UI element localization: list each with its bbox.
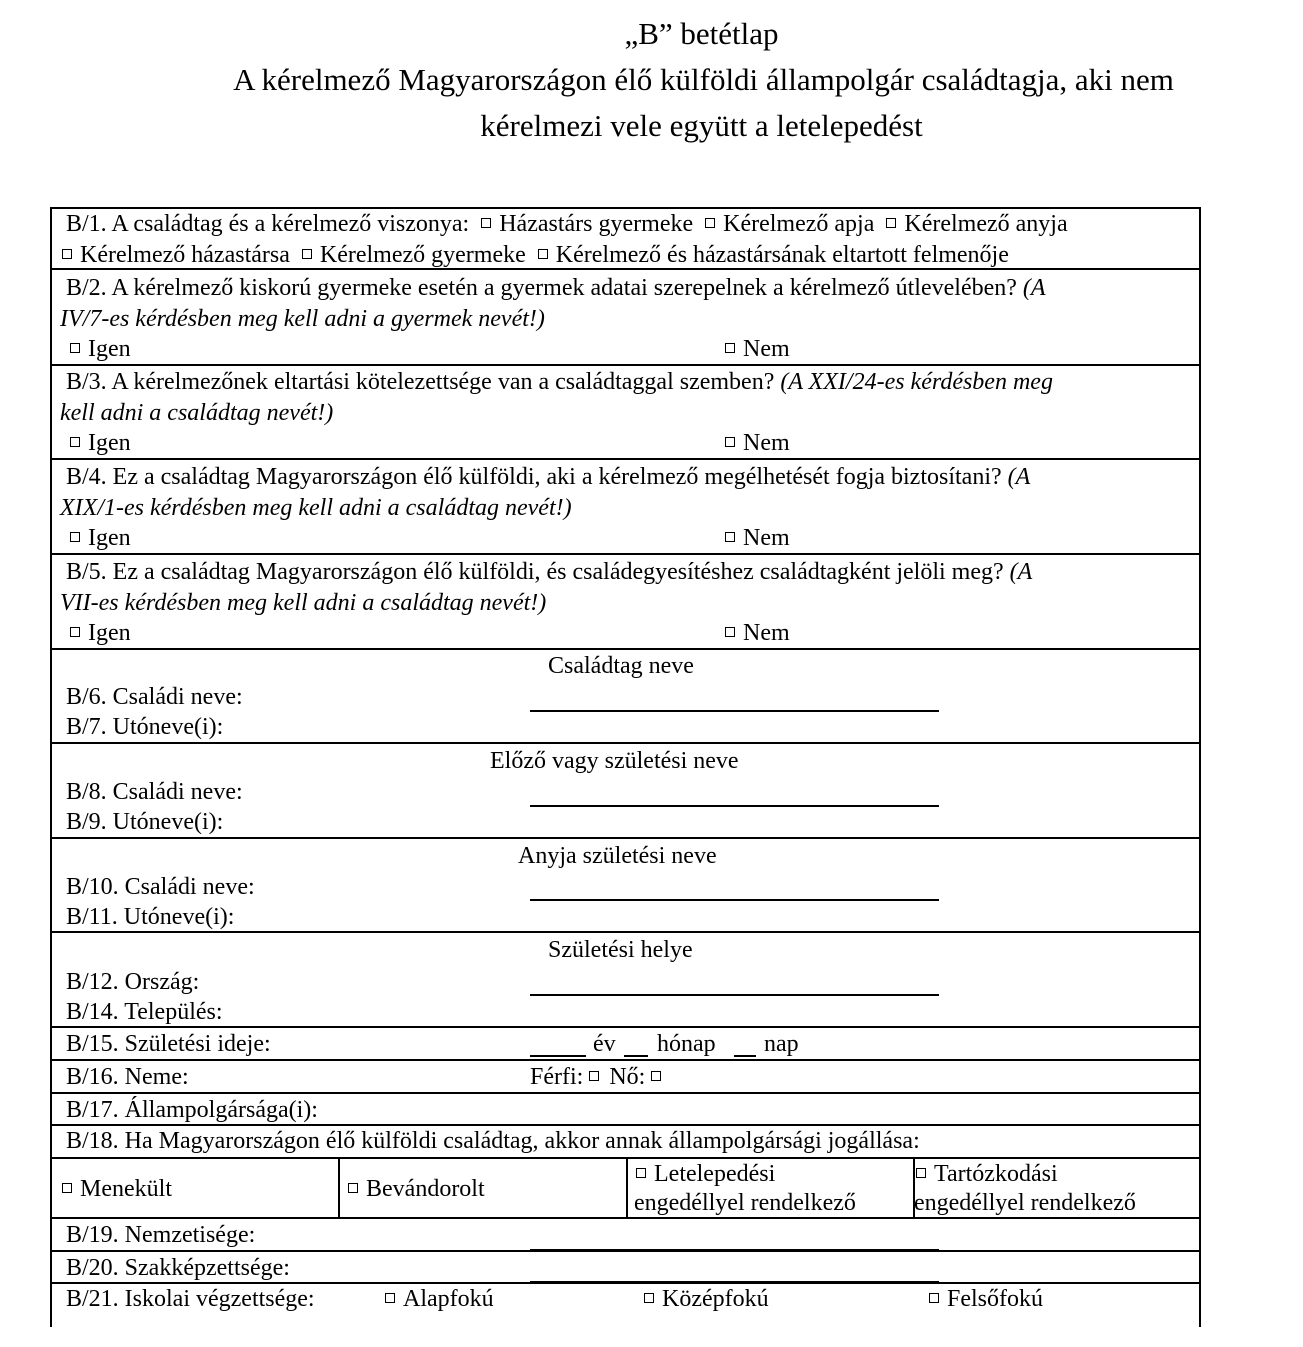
row-b21 <box>52 1284 1199 1329</box>
b6-input-line[interactable] <box>530 710 939 712</box>
b10-label: B/10. Családi neve: <box>66 874 255 900</box>
b18-checkbox-bevandorolt[interactable] <box>348 1183 358 1193</box>
b18-checkbox-tartozkodasi[interactable] <box>916 1168 926 1178</box>
b10-input-line[interactable] <box>530 899 939 901</box>
b5-no-option <box>725 618 790 648</box>
b1-checkbox-gyermeke[interactable] <box>302 249 312 259</box>
b19-label: B/19. Nemzetisége: <box>66 1222 256 1248</box>
b18-col-separator <box>338 1157 340 1217</box>
b1-checkbox-hazastarsa[interactable] <box>62 249 72 259</box>
b16-label: B/16. Neme: <box>66 1064 189 1090</box>
b5-line1 <box>66 557 1032 587</box>
b1-checkbox-apja[interactable] <box>705 218 715 228</box>
b2-yes-label: Igen <box>88 336 131 362</box>
b12-label: B/12. Ország: <box>66 969 200 995</box>
b1-option-label: Kérelmező házastársa <box>80 242 290 268</box>
b3-no-label: Nem <box>743 430 790 456</box>
b18-option-label: Tartózkodási <box>934 1161 1058 1187</box>
b21-option-kozepfoku <box>644 1284 769 1314</box>
row-mother-name <box>52 839 1199 933</box>
b16-male-label: Férfi: <box>530 1064 584 1090</box>
b5-question: B/5. Ez a családtag Magyarországon élő külföldi, és családegyesítéshez családtagként jelöli meg? <box>66 559 1004 585</box>
b18-option-suffix: engedéllyel rendelkező <box>914 1190 1136 1216</box>
b1-checkbox-hazastars-gyermeke[interactable] <box>481 218 491 228</box>
b1-option-label: Kérelmező gyermeke <box>319 242 526 268</box>
row-birth-place <box>52 933 1199 1028</box>
b3-note: (A XXI/24-es kérdésben meg <box>780 369 1053 395</box>
page-subtitle-line2: kérelmezi vele együtt a letelepedést <box>480 108 923 143</box>
b1-checkbox-anyja[interactable] <box>886 218 896 228</box>
row-b16 <box>52 1061 1199 1094</box>
b1-line1 <box>66 209 1068 239</box>
b18-label: B/18. Ha Magyarországon élő külföldi családtag, akkor annak állampolgársági jogállása: <box>66 1128 920 1154</box>
b21-checkbox-felsofoku[interactable] <box>929 1293 939 1303</box>
b21-option-label: Alapfokú <box>403 1286 494 1312</box>
b4-note-cont: XIX/1-es kérdésben meg kell adni a családtag nevét!) <box>60 495 572 521</box>
b2-note-cont: IV/7-es kérdésben meg kell adni a gyermek nevét!) <box>60 306 545 332</box>
b2-no-option <box>725 334 790 364</box>
b1-option-label: Kérelmező apja <box>723 211 875 237</box>
b4-question: B/4. Ez a családtag Magyarországon élő külföldi, aki a kérelmező megélhetését fogja biztosítani? <box>66 464 1002 490</box>
b3-yes-option <box>70 428 131 458</box>
b3-no-option <box>725 428 790 458</box>
b4-yes-label: Igen <box>88 525 131 551</box>
b12-input-line[interactable] <box>530 994 939 996</box>
row-b3 <box>52 366 1199 460</box>
b4-no-label: Nem <box>743 525 790 551</box>
b21-option-label: Középfokú <box>662 1286 769 1312</box>
b3-note-cont: kell adni a családtag nevét!) <box>60 400 334 426</box>
section-heading: Születési helye <box>548 937 693 963</box>
b18-option-label: Letelepedési <box>654 1161 776 1187</box>
b2-checkbox-no[interactable] <box>725 343 735 353</box>
b5-checkbox-no[interactable] <box>725 627 735 637</box>
page-subtitle-line1: A kérelmező Magyarországon élő külföldi állampolgár családtagja, aki nem <box>233 62 1174 97</box>
row-b18 <box>52 1126 1199 1219</box>
b4-note: (A <box>1007 464 1031 490</box>
b15-year-label: év <box>593 1031 616 1057</box>
row-b15 <box>52 1028 1199 1061</box>
b5-checkbox-yes[interactable] <box>70 627 80 637</box>
b1-line2 <box>62 240 1009 270</box>
b20-input-line[interactable] <box>530 1281 939 1283</box>
b5-note-cont: VII-es kérdésben meg kell adni a családtag nevét!) <box>60 590 547 616</box>
row-b19 <box>52 1219 1199 1252</box>
b19-input-line[interactable] <box>530 1249 939 1251</box>
b8-input-line[interactable] <box>530 805 939 807</box>
b1-option-label: Házastárs gyermeke <box>499 211 694 237</box>
b2-note: (A <box>1022 275 1046 301</box>
b4-line1 <box>66 462 1030 492</box>
b7-label: B/7. Utóneve(i): <box>66 714 224 740</box>
b15-month-label: hónap <box>657 1031 716 1057</box>
b18-checkbox-letelepedesi[interactable] <box>636 1168 646 1178</box>
form-table <box>50 207 1201 1327</box>
b2-checkbox-yes[interactable] <box>70 343 80 353</box>
b16-checkbox-female[interactable] <box>651 1071 661 1081</box>
row-b4 <box>52 460 1199 555</box>
b15-label: B/15. Születési ideje: <box>66 1031 271 1057</box>
b18-option-letelepedesi <box>636 1159 775 1189</box>
b5-note: (A <box>1009 559 1033 585</box>
b18-option-suffix: engedéllyel rendelkező <box>634 1190 856 1216</box>
b4-checkbox-no[interactable] <box>725 532 735 542</box>
b14-label: B/14. Település: <box>66 999 223 1025</box>
b1-option-label: Kérelmező és házastársának eltartott felmenője <box>555 242 1009 268</box>
row-b20 <box>52 1252 1199 1284</box>
b15-day-input[interactable] <box>734 1055 756 1057</box>
b18-option-bevandorolt <box>348 1174 485 1204</box>
b16-female-label: Nő: <box>609 1064 646 1090</box>
b11-label: B/11. Utóneve(i): <box>66 904 235 930</box>
b3-yes-label: Igen <box>88 430 131 456</box>
b21-option-alapfoku <box>385 1284 494 1314</box>
b21-option-felsofoku <box>929 1284 1043 1314</box>
b18-col-separator <box>626 1157 628 1217</box>
b3-question: B/3. A kérelmezőnek eltartási kötelezettsége van a családtaggal szemben? <box>66 369 775 395</box>
row-b2 <box>52 270 1199 366</box>
row-family-member-name <box>52 650 1199 744</box>
b2-yes-option <box>70 334 131 364</box>
b2-line1 <box>66 273 1046 303</box>
b15-month-input[interactable] <box>624 1055 648 1057</box>
b18-option-label: Bevándorolt <box>366 1176 485 1202</box>
b5-yes-option <box>70 618 131 648</box>
b21-checkbox-alapfoku[interactable] <box>385 1293 395 1303</box>
b9-label: B/9. Utóneve(i): <box>66 809 224 835</box>
b21-option-label: Felsőfokú <box>947 1286 1043 1312</box>
b16-options <box>530 1062 665 1092</box>
b20-label: B/20. Szakképzettsége: <box>66 1255 290 1281</box>
b1-question: B/1. A családtag és a kérelmező viszonya: <box>66 211 470 237</box>
row-b5 <box>52 555 1199 650</box>
b18-option-tartozkodasi <box>916 1159 1058 1189</box>
b3-line1 <box>66 367 1053 397</box>
b4-checkbox-yes[interactable] <box>70 532 80 542</box>
b8-label: B/8. Családi neve: <box>66 779 243 805</box>
b18-checkbox-menekult[interactable] <box>62 1183 72 1193</box>
row-b1 <box>52 209 1199 270</box>
b1-option-label: Kérelmező anyja <box>904 211 1068 237</box>
b21-checkbox-kozepfoku[interactable] <box>644 1293 654 1303</box>
b5-yes-label: Igen <box>88 620 131 646</box>
b21-label: B/21. Iskolai végzettsége: <box>66 1286 315 1312</box>
section-heading: Anyja születési neve <box>518 843 717 869</box>
b3-checkbox-yes[interactable] <box>70 437 80 447</box>
b18-option-menekult <box>62 1174 172 1204</box>
b2-no-label: Nem <box>743 336 790 362</box>
b4-no-option <box>725 523 790 553</box>
b1-checkbox-felmenoje[interactable] <box>538 249 548 259</box>
b6-label: B/6. Családi neve: <box>66 684 243 710</box>
b3-checkbox-no[interactable] <box>725 437 735 447</box>
section-heading: Előző vagy születési neve <box>490 748 739 774</box>
b5-no-label: Nem <box>743 620 790 646</box>
b15-year-input[interactable] <box>530 1055 586 1057</box>
row-previous-name <box>52 744 1199 839</box>
section-heading: Családtag neve <box>548 653 694 679</box>
page-title: „B” betétlap <box>624 16 779 51</box>
b2-question: B/2. A kérelmező kiskorú gyermeke esetén a gyermek adatai szerepelnek a kérelmező útlevelében? <box>66 275 1017 301</box>
b4-yes-option <box>70 523 131 553</box>
b17-label: B/17. Állampolgársága(i): <box>66 1097 318 1123</box>
b16-checkbox-male[interactable] <box>589 1071 599 1081</box>
row-b17 <box>52 1094 1199 1126</box>
b18-option-label: Menekült <box>80 1176 172 1202</box>
b15-day-label: nap <box>764 1031 799 1057</box>
